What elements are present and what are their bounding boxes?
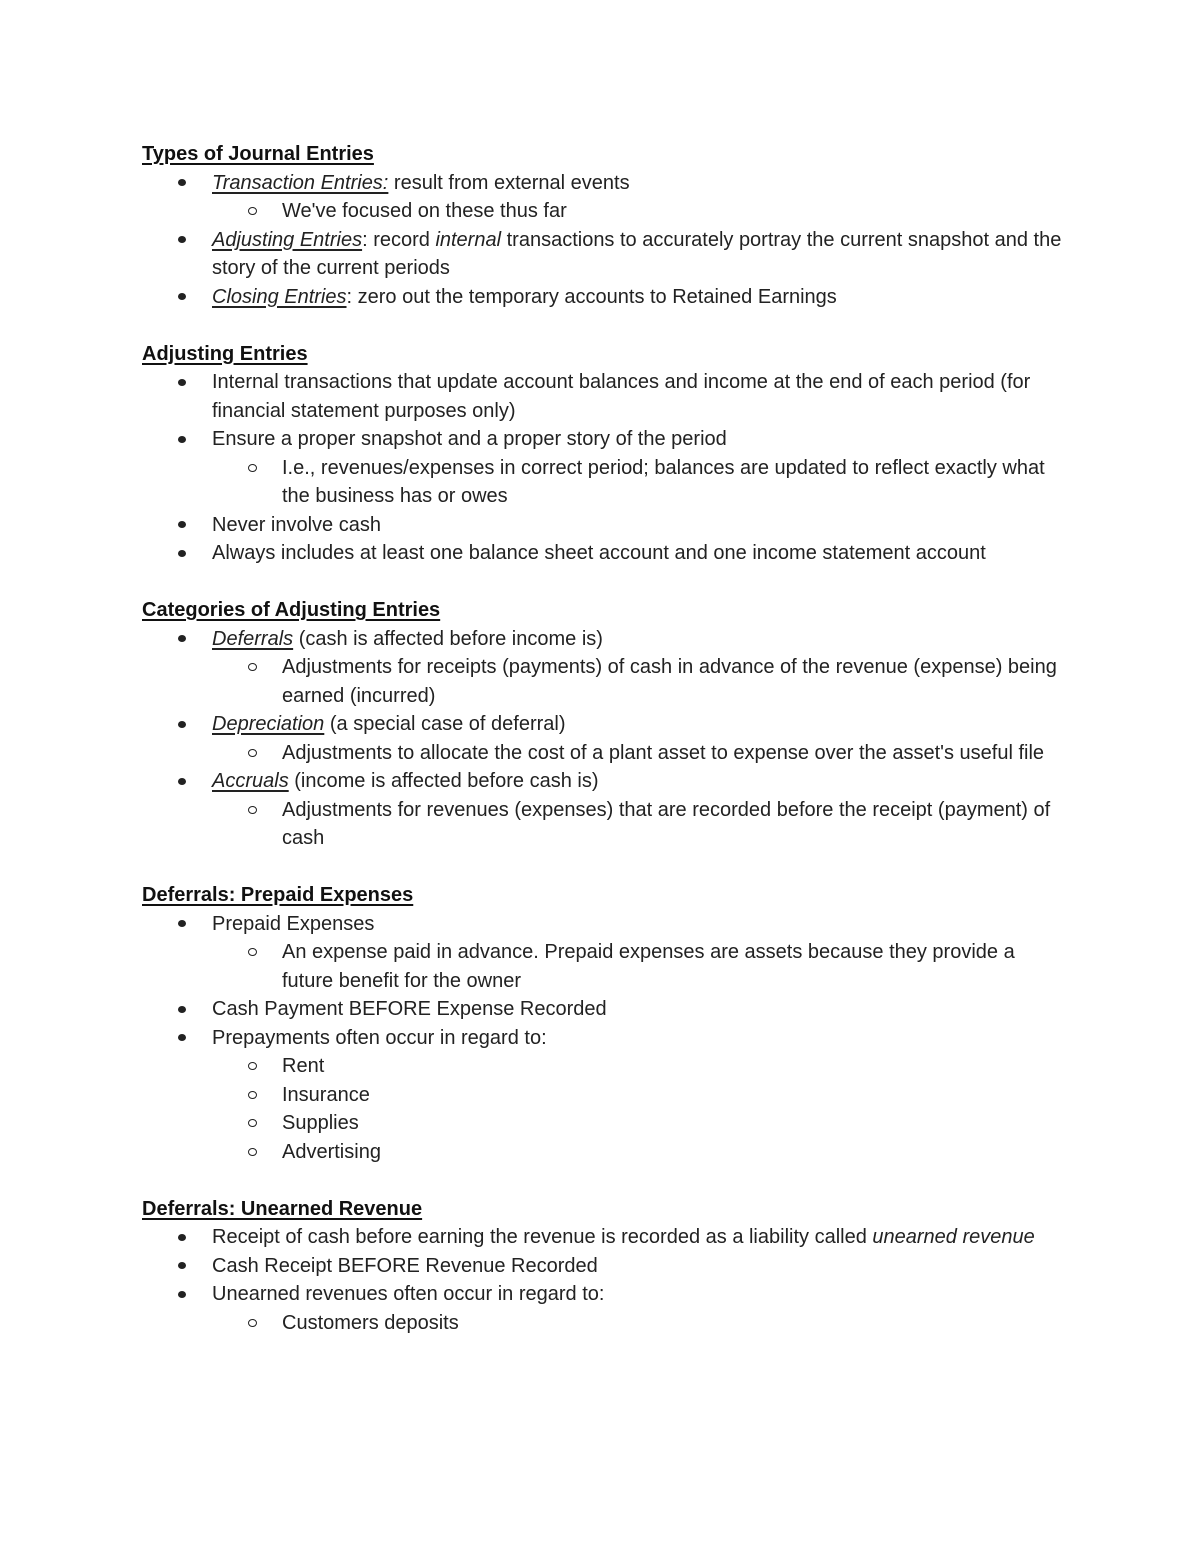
item-text: : zero out the temporary accounts to Retained Earnings	[346, 285, 837, 308]
list-item	[142, 710, 1062, 739]
bullet-list	[142, 368, 1062, 568]
sub-list-item	[142, 796, 1062, 853]
item-text: Supplies	[282, 1112, 359, 1134]
item-text: Never involve cash	[212, 513, 381, 536]
hollow-bullet-icon	[246, 1138, 258, 1167]
filled-bullet-icon	[176, 995, 188, 1024]
list-item	[142, 1280, 1062, 1309]
sub-list-item	[142, 1138, 1062, 1167]
sub-list-item	[142, 653, 1062, 710]
item-text: transactions to accurately portray the current snapshot and the story of the current periods	[212, 228, 1062, 279]
emphasized-text: internal	[435, 228, 502, 251]
sub-list-item	[142, 739, 1062, 768]
hollow-bullet-icon	[246, 653, 258, 682]
hollow-bullet-icon	[246, 1052, 258, 1081]
section	[142, 340, 1062, 568]
sub-list-item	[142, 454, 1062, 511]
bullet-list	[142, 169, 1062, 312]
filled-bullet-icon	[176, 1223, 188, 1252]
bullet-list	[142, 1223, 1062, 1337]
list-item	[142, 625, 1062, 654]
item-text: Cash Receipt BEFORE Revenue Recorded	[212, 1254, 598, 1277]
filled-bullet-icon	[176, 1024, 188, 1053]
item-text: Adjustments to allocate the cost of a plant asset to expense over the asset's useful file	[282, 741, 1045, 764]
filled-bullet-icon	[176, 710, 188, 739]
defined-term: Accruals	[212, 770, 289, 792]
section	[142, 596, 1062, 853]
item-text: Insurance	[282, 1083, 370, 1106]
hollow-bullet-icon	[246, 1081, 258, 1110]
item-text: Rent	[282, 1055, 325, 1077]
item-text: : record	[362, 228, 436, 251]
defined-term: Deferrals	[212, 627, 294, 650]
hollow-bullet-icon	[246, 739, 258, 768]
list-item	[142, 910, 1062, 939]
item-text: Receipt of cash before earning the revenue is recorded as a liability called	[212, 1226, 873, 1248]
list-item	[142, 1024, 1062, 1053]
item-text: Ensure a proper snapshot and a proper story of the period	[212, 428, 727, 450]
item-text: (income is affected before cash is)	[288, 770, 599, 792]
section	[142, 140, 1062, 311]
item-text: Prepaid Expenses	[212, 912, 375, 935]
filled-bullet-icon	[176, 1280, 188, 1309]
item-text: I.e., revenues/expenses in correct period; balances are updated to reflect exactly what the business has or owes	[282, 456, 1045, 507]
emphasized-text: unearned revenue	[872, 1226, 1035, 1248]
filled-bullet-icon	[176, 910, 188, 939]
section	[142, 881, 1062, 1166]
hollow-bullet-icon	[246, 454, 258, 483]
list-item	[142, 169, 1062, 198]
bullet-list	[142, 625, 1062, 853]
item-text: We've focused on these thus far	[282, 200, 567, 222]
hollow-bullet-icon	[246, 796, 258, 825]
list-item	[142, 368, 1062, 425]
list-item	[142, 511, 1062, 540]
item-text: (cash is affected before income is)	[293, 627, 603, 650]
sub-list-item	[142, 1109, 1062, 1138]
item-text: Adjustments for receipts (payments) of cash in advance of the revenue (expense) being earned (incurred)	[282, 656, 1057, 707]
filled-bullet-icon	[176, 1252, 188, 1281]
section-heading: Deferrals: Prepaid Expenses	[142, 884, 414, 906]
section-heading: Categories of Adjusting Entries	[142, 599, 441, 621]
item-text: Customers deposits	[282, 1311, 459, 1334]
sub-list-item	[142, 197, 1062, 226]
list-item	[142, 1252, 1062, 1281]
list-item	[142, 995, 1062, 1024]
section-heading: Types of Journal Entries	[142, 143, 374, 165]
item-text: Internal transactions that update account balances and income at the end of each period (for financial statement purposes only)	[212, 371, 1031, 422]
item-text: An expense paid in advance. Prepaid expenses are assets because they provide a future benefit for the owner	[282, 941, 1015, 992]
list-item	[142, 1223, 1062, 1252]
item-text: Always includes at least one balance sheet account and one income statement account	[212, 542, 986, 564]
hollow-bullet-icon	[246, 1309, 258, 1338]
document-body	[142, 140, 1062, 1366]
filled-bullet-icon	[176, 511, 188, 540]
section-heading: Adjusting Entries	[142, 342, 308, 365]
item-text: Advertising	[282, 1140, 381, 1163]
filled-bullet-icon	[176, 767, 188, 796]
filled-bullet-icon	[176, 539, 188, 568]
filled-bullet-icon	[176, 425, 188, 454]
sub-list-item	[142, 938, 1062, 995]
list-item	[142, 767, 1062, 796]
list-item	[142, 425, 1062, 454]
item-text: Cash Payment BEFORE Expense Recorded	[212, 998, 607, 1020]
defined-term: Adjusting Entries	[212, 228, 363, 251]
defined-term: Closing Entries	[212, 285, 347, 308]
filled-bullet-icon	[176, 283, 188, 312]
list-item	[142, 539, 1062, 568]
filled-bullet-icon	[176, 625, 188, 654]
hollow-bullet-icon	[246, 1109, 258, 1138]
hollow-bullet-icon	[246, 197, 258, 226]
item-text: result from external events	[388, 171, 630, 194]
item-text: (a special case of deferral)	[324, 713, 566, 735]
defined-term: Transaction Entries:	[212, 171, 389, 194]
bullet-list	[142, 910, 1062, 1167]
section-heading: Deferrals: Unearned Revenue	[142, 1197, 423, 1220]
list-item	[142, 283, 1062, 312]
item-text: Prepayments often occur in regard to:	[212, 1026, 547, 1049]
sub-list-item	[142, 1052, 1062, 1081]
filled-bullet-icon	[176, 368, 188, 397]
item-text: Unearned revenues often occur in regard to:	[212, 1283, 605, 1305]
sub-list-item	[142, 1081, 1062, 1110]
defined-term: Depreciation	[212, 713, 325, 735]
item-text: Adjustments for revenues (expenses) that are recorded before the receipt (payment) of cash	[282, 798, 1051, 849]
hollow-bullet-icon	[246, 938, 258, 967]
section	[142, 1195, 1062, 1338]
sub-list-item	[142, 1309, 1062, 1338]
list-item	[142, 226, 1062, 283]
filled-bullet-icon	[176, 226, 188, 255]
filled-bullet-icon	[176, 169, 188, 198]
